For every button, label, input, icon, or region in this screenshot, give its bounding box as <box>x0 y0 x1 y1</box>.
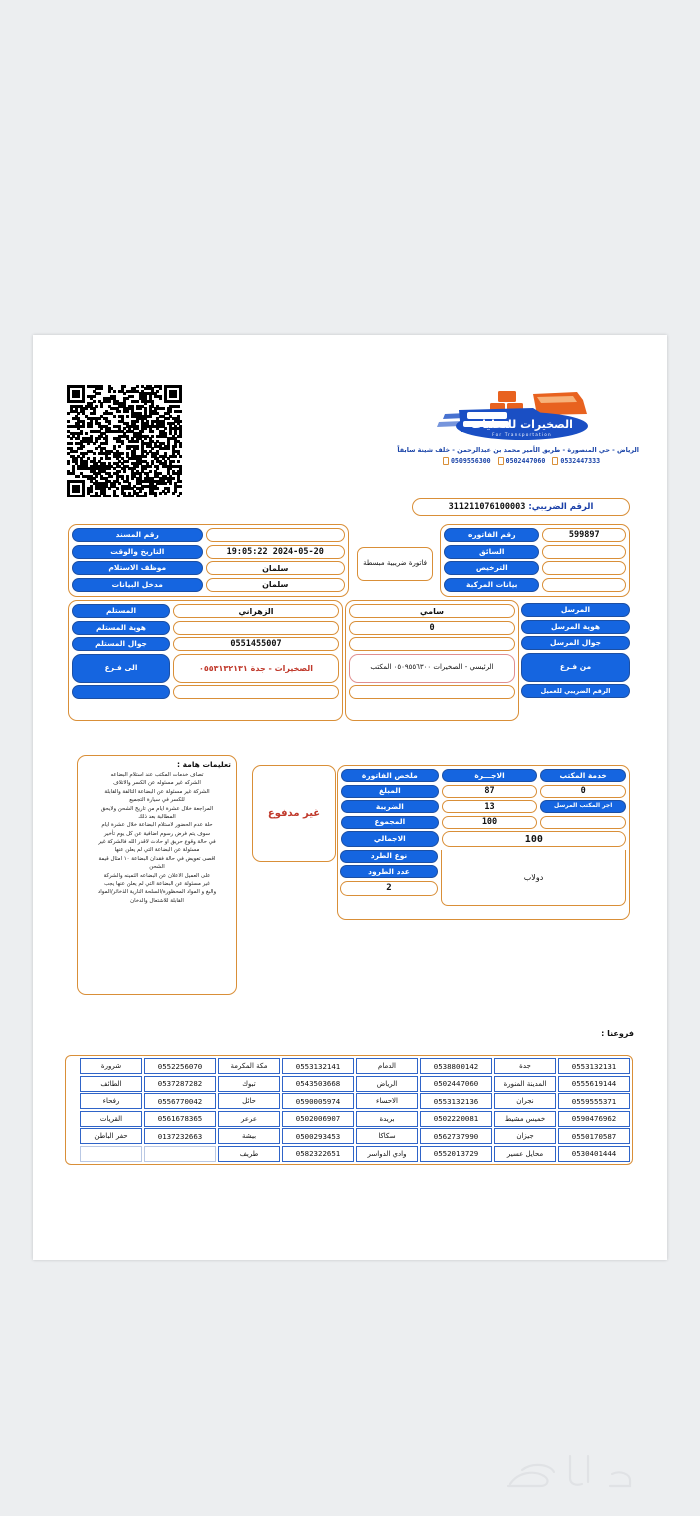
receiving-clerk-value: سلمان <box>206 561 345 575</box>
parcel-type-value: دولاب <box>441 850 626 906</box>
branch-phone: 0550170587 <box>558 1128 630 1144</box>
branch-phone: 0502220081 <box>420 1111 492 1127</box>
branch-phone: 0502447060 <box>420 1076 492 1092</box>
table-row <box>341 850 626 906</box>
branch-name: عرعر <box>218 1111 280 1127</box>
branch-name: المدينة المنورة <box>494 1076 556 1092</box>
company-logo-block <box>397 388 639 488</box>
vehicle-value <box>542 578 626 592</box>
data-entry-value: سلمان <box>206 578 345 592</box>
table-row <box>341 785 626 798</box>
table-row <box>68 1076 630 1092</box>
datetime-label: التاريخ والوقت <box>72 545 203 559</box>
sender-mobile-value <box>349 637 515 651</box>
phone-item <box>443 457 491 465</box>
branch-phone: 0552013729 <box>420 1146 492 1162</box>
table-row <box>444 545 626 559</box>
branch-phone <box>144 1146 216 1162</box>
branch-phone: 0502006907 <box>282 1111 354 1127</box>
branch-phone: 0555619144 <box>558 1076 630 1092</box>
table-row <box>521 684 630 698</box>
datetime-value: 2024-05-20 19:05:22 <box>206 545 345 559</box>
branches-table <box>65 1055 633 1165</box>
table-row <box>349 685 515 699</box>
branch-name: خميس مشيط <box>494 1111 556 1127</box>
invoice-number-label: رقم الفاتوره <box>444 528 539 542</box>
table-row <box>341 831 626 847</box>
branch-phone: 0553132131 <box>558 1058 630 1074</box>
branches-heading: فروعنا : <box>601 1029 634 1038</box>
branch-name: بيشة <box>218 1128 280 1144</box>
tax-number-label: الرقم الضريبي: <box>528 502 594 512</box>
driver-label: السائق <box>444 545 539 559</box>
summary-title: ملخص الفاتورة <box>341 769 439 782</box>
table-row <box>349 621 515 635</box>
grand-total-value: 100 <box>442 831 626 847</box>
table-row <box>521 603 630 617</box>
status-badge: غير مدفوع <box>267 808 321 819</box>
table-row <box>72 604 339 618</box>
to-branch-value: الصخيرات - جدة ٠٥٥٣١٣٢١٣١ <box>173 654 339 683</box>
instructions-title: تعليمات هامة : <box>177 760 231 769</box>
company-phones <box>404 457 639 465</box>
table-row <box>72 561 345 575</box>
payment-status-box <box>252 765 336 862</box>
table-row <box>72 528 345 542</box>
branch-phone: 0556770042 <box>144 1093 216 1109</box>
instruction-line: والبغ و المواد المحظورة/السلحة النارية الذخائر/المواد <box>97 889 217 896</box>
phone-icon <box>552 457 558 465</box>
subtotal-fare: 100 <box>442 816 538 829</box>
receiving-clerk-label: موظف الاستلام <box>72 561 203 575</box>
branch-name: جيزان <box>494 1128 556 1144</box>
instruction-line: حلة عدم الحضور لاستلام البضاعة خلال عشرة ايام <box>101 822 213 829</box>
amount-label: المبلغ <box>341 785 439 798</box>
license-value <box>542 561 626 575</box>
phone-icon <box>498 457 504 465</box>
receiver-id-label: هوية المستلم <box>72 621 170 635</box>
instruction-line: غير مسئولة عن البضاعة التي لم يعلن عنها يجب <box>103 880 210 887</box>
phone-icon <box>443 457 449 465</box>
receiver-value: الزهراني <box>173 604 339 618</box>
table-row <box>72 637 339 651</box>
instruction-line: مسئولة عن البضاعة التي لم يعلن عنها <box>114 847 200 854</box>
branch-phone: 0559555371 <box>558 1093 630 1109</box>
branch-name: طريف <box>218 1146 280 1162</box>
branch-name: تبوك <box>218 1076 280 1092</box>
table-row <box>68 1093 630 1109</box>
summary-header-row <box>341 769 626 782</box>
from-branch-value: الرئيسي - الصخيرات ٠٥٠٩٥٥٦٣٠٠ المكتب <box>349 654 515 683</box>
phone-number: 0502447060 <box>505 457 546 465</box>
invoice-type-text: فاتورة ضريبية مبسطة <box>363 559 427 568</box>
table-row <box>68 1111 630 1127</box>
branch-phone: 0562737990 <box>420 1128 492 1144</box>
company-logo <box>437 388 607 444</box>
branch-name: سكاكا <box>356 1128 418 1144</box>
parcel-count-label: عدد الطرود <box>340 865 438 878</box>
grand-total-label: الاجمالي <box>341 831 439 847</box>
instruction-line: للكسر في سيارة التجميع <box>129 797 185 804</box>
branch-phone: 0590005974 <box>282 1093 354 1109</box>
data-entry-label: مدخل البيانات <box>72 578 203 592</box>
receiver-mobile-value: 0551455007 <box>173 637 339 651</box>
branch-name: الرياض <box>356 1076 418 1092</box>
branch-phone: 0530401444 <box>558 1146 630 1162</box>
receiver-extra-label <box>72 685 170 699</box>
tax-fare: 13 <box>442 800 538 813</box>
branch-phone: 0582322651 <box>282 1146 354 1162</box>
table-row <box>444 561 626 575</box>
receiver-extra-value <box>173 685 339 699</box>
instructions-body <box>83 771 231 905</box>
instruction-line: الشركه غير مسئوله عن الكسر والاتلاف <box>113 780 201 787</box>
parcel-type-label: نوع الطرد <box>340 850 438 863</box>
branch-name: حائل <box>218 1093 280 1109</box>
sender-mobile-label: جوال المرسل <box>521 636 630 650</box>
table-row <box>72 621 339 635</box>
branch-phone: 0538800142 <box>420 1058 492 1074</box>
instruction-line: سوف يتم فرض رسوم اضافية عن كل يوم تأخير <box>103 830 211 837</box>
branch-name: محايل عسير <box>494 1146 556 1162</box>
parcel-labels-cell <box>340 850 438 906</box>
tax-number-box <box>412 498 630 516</box>
branch-name: الاحساء <box>356 1093 418 1109</box>
amount-office: 0 <box>540 785 626 798</box>
branch-name: بريدة <box>356 1111 418 1127</box>
col-office-service: خدمة المكتب <box>540 769 626 782</box>
branch-name: حفر الباطن <box>80 1128 142 1144</box>
driver-value <box>542 545 626 559</box>
invoice-info-grid <box>440 524 630 597</box>
sender-labels <box>521 603 630 718</box>
customer-tax-value <box>349 685 515 699</box>
sender-values <box>345 600 519 721</box>
branch-name: نجران <box>494 1093 556 1109</box>
table-row <box>72 685 339 699</box>
parcel-count-value: 2 <box>340 881 438 896</box>
branch-name: القريات <box>80 1111 142 1127</box>
company-address: الرياض - حي المنصورة - طريق الأمير محمد بن عبدالرحمن - خلف شينة سابقاً <box>397 446 639 454</box>
tax-label: الضريبة <box>341 800 439 813</box>
table-row <box>68 1058 630 1074</box>
subtotal-office <box>540 816 626 829</box>
watermark <box>492 1438 642 1500</box>
sender-label: المرسل <box>521 603 630 617</box>
table-row <box>349 637 515 651</box>
branch-phone: 0552256070 <box>144 1058 216 1074</box>
sender-id-label: هوية المرسل <box>521 620 630 634</box>
to-branch-label: الى فـرع <box>72 654 170 683</box>
branch-phone: 0590476962 <box>558 1111 630 1127</box>
table-row <box>72 545 345 559</box>
instruction-line: المطالبة بعد ذلك <box>138 813 176 820</box>
sender-value: سامي <box>349 604 515 618</box>
customer-tax-label: الرقم الضريبي للعميل <box>521 684 630 698</box>
table-row <box>521 653 630 682</box>
receiver-grid <box>68 600 343 721</box>
table-row <box>349 654 515 683</box>
branch-name: الدمام <box>356 1058 418 1074</box>
branch-name: وادي الدواسر <box>356 1146 418 1162</box>
table-row <box>72 654 339 683</box>
branch-name: الطائف <box>80 1076 142 1092</box>
table-row <box>521 620 630 634</box>
branch-phone: 0537287282 <box>144 1076 216 1092</box>
invoice-summary <box>337 765 630 920</box>
table-row <box>72 578 345 592</box>
from-branch-label: من فـرع <box>521 653 630 682</box>
invoice-number-value: 599897 <box>542 528 626 542</box>
important-instructions <box>77 755 237 995</box>
subtotal-label: المجموع <box>341 816 439 829</box>
branch-name: جدة <box>494 1058 556 1074</box>
invoice-type-box <box>357 547 433 581</box>
branch-phone: 0553132141 <box>282 1058 354 1074</box>
branch-name <box>80 1146 142 1162</box>
instruction-line: الشركة غير مسئولة عن البضاعة التالفة والقابلة <box>104 788 210 795</box>
instruction-line: اقصى تعويض في حالة فقدان البضاعة ١٠ امثال قيمة <box>98 855 216 862</box>
table-row <box>444 528 626 542</box>
branch-name: مكة المكرمة <box>218 1058 280 1074</box>
table-row <box>68 1128 630 1144</box>
table-row <box>341 816 626 829</box>
svg-text:الصخيرات للنقليات: الصخيرات للنقليات <box>470 418 573 431</box>
table-row <box>521 636 630 650</box>
branch-name: رفحاء <box>80 1093 142 1109</box>
instruction-line: على العميل الاعلان عن البضاعه الثمينه والشركة <box>103 872 211 879</box>
phone-number: 0532447333 <box>560 457 601 465</box>
branch-phone: 0500293453 <box>282 1128 354 1144</box>
table-row <box>444 578 626 592</box>
receiver-label: المستلم <box>72 604 170 618</box>
instruction-line: المراجعة خلال عشرة ايام من تاريخ الشحن ولايحق <box>100 805 214 812</box>
phone-item <box>552 457 600 465</box>
receiver-mobile-label: جوال المستلم <box>72 637 170 651</box>
instruction-line: الشحن <box>149 864 165 871</box>
parcel-detail-cell <box>441 850 626 906</box>
branch-phone: 0137232663 <box>144 1128 216 1144</box>
branch-phone: 0543503668 <box>282 1076 354 1092</box>
table-row <box>349 604 515 618</box>
vehicle-label: بيانات المركبة <box>444 578 539 592</box>
col-fare: الاجـــرة <box>442 769 538 782</box>
tax-number-value: 311211076100003 <box>448 502 526 512</box>
svg-text:For Transportation: For Transportation <box>491 432 552 437</box>
instruction-line: القابلة للاشتعال والدخان <box>130 897 184 904</box>
instruction-line: تصاف خدمات المكتب عند استلام البضاعه <box>110 772 204 778</box>
qr-code <box>67 385 182 497</box>
branch-phone: 0561678365 <box>144 1111 216 1127</box>
doc-number-value <box>206 528 345 542</box>
instruction-line: في حالة وقوع حريق او حادث لاقدر الله فالشركة غير <box>98 839 216 845</box>
branch-name: شرورة <box>80 1058 142 1074</box>
table-row <box>68 1146 630 1162</box>
office-fee-sender-note: اجر المكتب المرسل <box>540 800 626 813</box>
sender-id-value: 0 <box>349 621 515 635</box>
amount-fare: 87 <box>442 785 538 798</box>
doc-info-grid <box>68 524 349 597</box>
table-row <box>341 800 626 813</box>
receiver-id-value <box>173 621 339 635</box>
doc-number-label: رقم المسند <box>72 528 203 542</box>
license-label: الترخيص <box>444 561 539 575</box>
branch-phone: 0553132136 <box>420 1093 492 1109</box>
phone-item <box>498 457 546 465</box>
phone-number: 0509556300 <box>450 457 491 465</box>
